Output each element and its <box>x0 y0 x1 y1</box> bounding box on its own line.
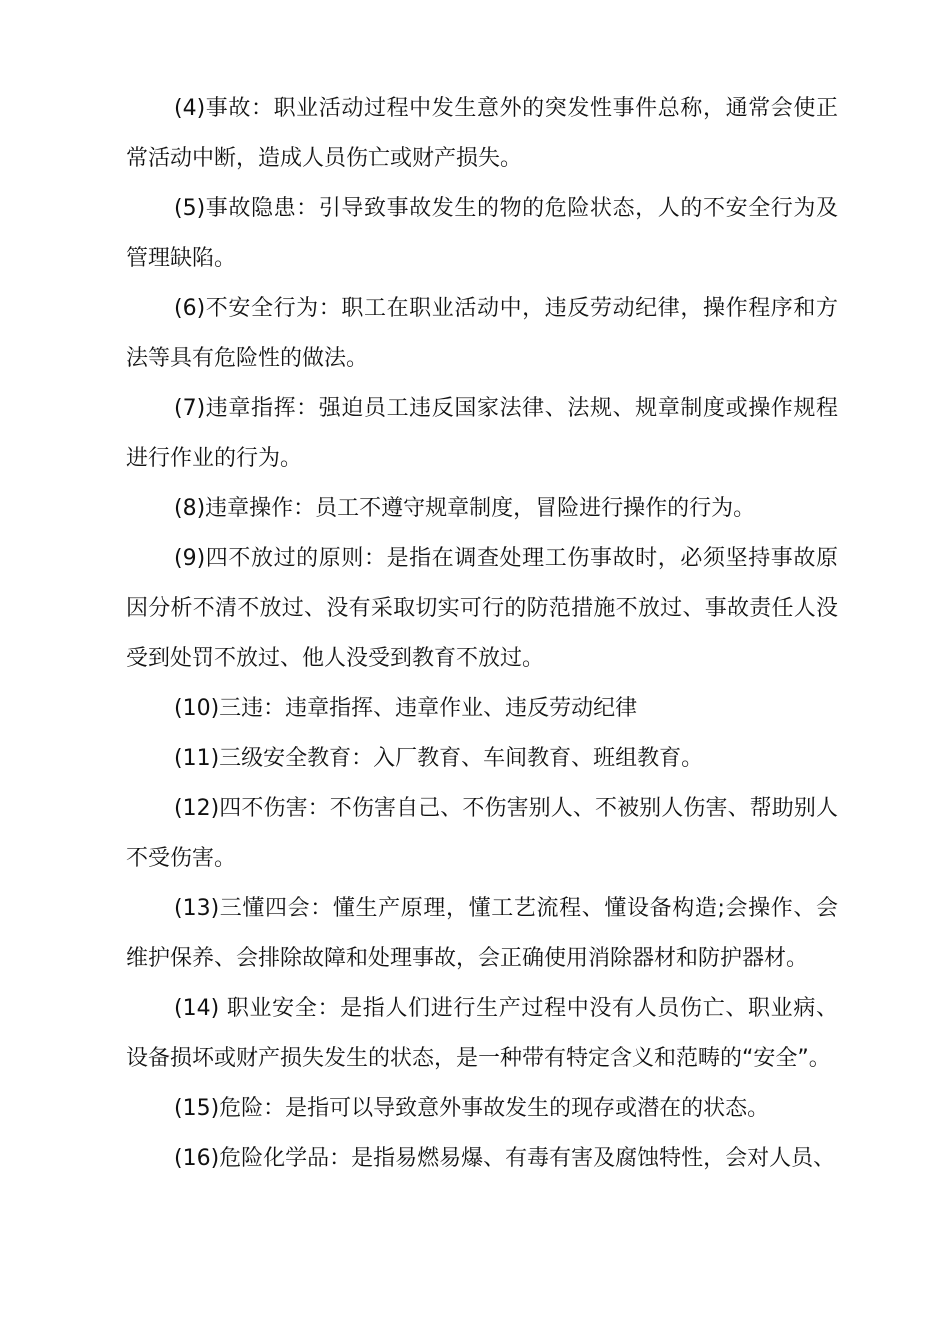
paragraph-hidden-danger: (5)事故隐患：引导致事故发生的物的危险状态，人的不安全行为及管理缺陷。 <box>126 196 838 271</box>
paragraph-illegal-command: (7)违章指挥：强迫员工违反国家法律、法规、规章制度或操作规程进行作业的行为。 <box>126 396 838 471</box>
paragraph-danger: (15)危险：是指可以导致意外事故发生的现存或潜在的状态。 <box>174 1096 770 1121</box>
paragraph-illegal-operation: (8)违章操作：员工不遵守规章制度，冒险进行操作的行为。 <box>174 496 756 521</box>
paragraph-four-not-let-go: (9)四不放过的原则：是指在调查处理工伤事故时，必须坚持事故原因分析不清不放过、没有采取切实可行的防范措施不放过、事故责任人没受到处罚不放过、他人没受到教育不放过。 <box>126 546 838 671</box>
paragraph-three-level-education: (11)三级安全教育：入厂教育、车间教育、班组教育。 <box>174 746 704 771</box>
paragraph-four-no-harm: (12)四不伤害：不伤害自己、不伤害别人、不被别人伤害、帮助别人不受伤害。 <box>126 796 838 871</box>
paragraph-occupational-safety: (14) 职业安全：是指人们进行生产过程中没有人员伤亡、职业病、设备损坏或财产损失发生的状态，是一种带有特定含义和范畴的“安全”。 <box>126 996 838 1071</box>
paragraph-hazardous-chemicals: (16)危险化学品：是指易燃易爆、有毒有害及腐蚀特性，会对人员、 <box>174 1146 836 1171</box>
paragraph-accident: (4)事故：职业活动过程中发生意外的突发性事件总称，通常会使正常活动中断，造成人员伤亡或财产损失。 <box>126 96 838 171</box>
paragraph-unsafe-behavior: (6)不安全行为：职工在职业活动中，违反劳动纪律，操作程序和方法等具有危险性的做法。 <box>126 296 838 371</box>
document-body <box>126 84 838 1184</box>
paragraph-three-violations: (10)三违：违章指挥、违章作业、违反劳动纪律 <box>174 696 638 721</box>
paragraph-three-understand-four-can: (13)三懂四会：懂生产原理，懂工艺流程、懂设备构造;会操作、会维护保养、会排除故障和处理事故，会正确使用消除器材和防护器材。 <box>126 896 838 971</box>
